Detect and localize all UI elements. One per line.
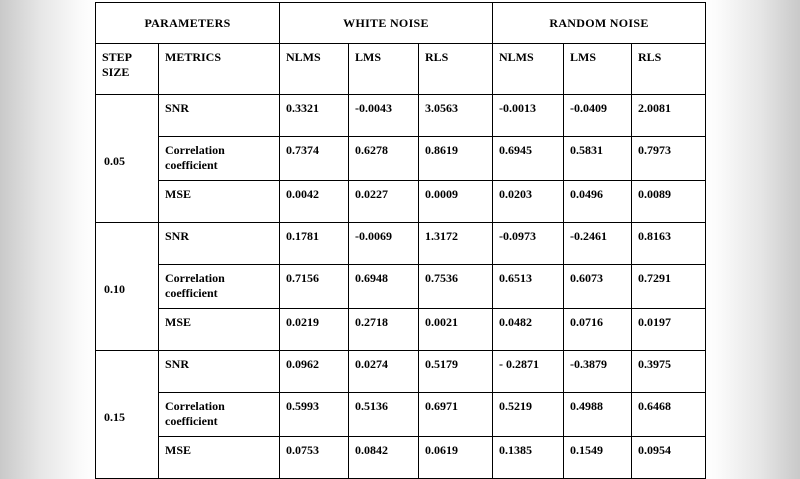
value-cell: 0.0482: [493, 309, 564, 351]
value-cell: 0.6278: [349, 137, 419, 181]
value-cell: 0.5136: [349, 393, 419, 437]
value-cell: -0.0069: [349, 223, 419, 265]
value-cell: 0.0227: [349, 181, 419, 223]
metrics-header: METRICS: [159, 44, 280, 95]
value-cell: 0.0842: [349, 437, 419, 479]
metric-cell: Correlation coefficient: [159, 137, 280, 181]
value-cell: 0.1781: [280, 223, 349, 265]
white-nlms-header: NLMS: [280, 44, 349, 95]
random-lms-header: LMS: [564, 44, 632, 95]
value-cell: -0.0013: [493, 95, 564, 137]
white-rls-header: RLS: [419, 44, 493, 95]
metric-cell: Correlation coefficient: [159, 265, 280, 309]
value-cell: 0.0021: [419, 309, 493, 351]
value-cell: 2.0081: [632, 95, 706, 137]
value-cell: 0.0962: [280, 351, 349, 393]
value-cell: 0.4988: [564, 393, 632, 437]
results-table: [95, 2, 706, 479]
value-cell: 0.5179: [419, 351, 493, 393]
value-cell: -0.0043: [349, 95, 419, 137]
step-size-cell: 0.10: [96, 223, 159, 351]
white-noise-header: WHITE NOISE: [280, 3, 493, 44]
value-cell: -0.3879: [564, 351, 632, 393]
value-cell: 0.0274: [349, 351, 419, 393]
value-cell: 0.5831: [564, 137, 632, 181]
value-cell: 0.0197: [632, 309, 706, 351]
value-cell: 0.0954: [632, 437, 706, 479]
value-cell: 0.0009: [419, 181, 493, 223]
step-size-cell: 0.05: [96, 95, 159, 223]
value-cell: 0.6948: [349, 265, 419, 309]
value-cell: 0.7536: [419, 265, 493, 309]
value-cell: 0.0496: [564, 181, 632, 223]
table-row: [96, 223, 706, 265]
metric-cell: MSE: [159, 309, 280, 351]
metric-cell: SNR: [159, 223, 280, 265]
metric-cell: SNR: [159, 351, 280, 393]
metric-cell: Correlation coefficient: [159, 393, 280, 437]
metric-cell: MSE: [159, 437, 280, 479]
table-row: [96, 137, 706, 181]
value-cell: 0.0619: [419, 437, 493, 479]
table-row: [96, 309, 706, 351]
value-cell: 0.6468: [632, 393, 706, 437]
table-row: [96, 95, 706, 137]
value-cell: 0.0716: [564, 309, 632, 351]
subheader-row: [96, 44, 706, 95]
value-cell: 3.0563: [419, 95, 493, 137]
value-cell: 0.0042: [280, 181, 349, 223]
value-cell: 0.7973: [632, 137, 706, 181]
random-rls-header: RLS: [632, 44, 706, 95]
parameters-header: PARAMETERS: [96, 3, 280, 44]
document-page: [94, 0, 708, 457]
header-row: [96, 3, 706, 44]
value-cell: 0.0089: [632, 181, 706, 223]
table-row: [96, 181, 706, 223]
white-lms-header: LMS: [349, 44, 419, 95]
table-row: [96, 437, 706, 479]
value-cell: 0.7374: [280, 137, 349, 181]
value-cell: - 0.2871: [493, 351, 564, 393]
value-cell: 0.6971: [419, 393, 493, 437]
value-cell: 0.3321: [280, 95, 349, 137]
value-cell: 0.2718: [349, 309, 419, 351]
random-noise-header: RANDOM NOISE: [493, 3, 706, 44]
value-cell: 0.0753: [280, 437, 349, 479]
value-cell: 0.7291: [632, 265, 706, 309]
value-cell: 0.0219: [280, 309, 349, 351]
value-cell: 0.1385: [493, 437, 564, 479]
value-cell: 0.1549: [564, 437, 632, 479]
random-nlms-header: NLMS: [493, 44, 564, 95]
value-cell: -0.2461: [564, 223, 632, 265]
table-row: [96, 265, 706, 309]
metric-cell: MSE: [159, 181, 280, 223]
table-row: [96, 393, 706, 437]
value-cell: 0.6073: [564, 265, 632, 309]
value-cell: 0.5993: [280, 393, 349, 437]
value-cell: 1.3172: [419, 223, 493, 265]
value-cell: 0.3975: [632, 351, 706, 393]
value-cell: 0.8619: [419, 137, 493, 181]
value-cell: 0.7156: [280, 265, 349, 309]
metric-cell: SNR: [159, 95, 280, 137]
value-cell: 0.5219: [493, 393, 564, 437]
value-cell: -0.0973: [493, 223, 564, 265]
value-cell: 0.0203: [493, 181, 564, 223]
step-size-cell: 0.15: [96, 351, 159, 479]
value-cell: -0.0409: [564, 95, 632, 137]
value-cell: 0.6945: [493, 137, 564, 181]
value-cell: 0.6513: [493, 265, 564, 309]
step-size-header: STEP SIZE: [96, 44, 159, 95]
value-cell: 0.8163: [632, 223, 706, 265]
table-row: [96, 351, 706, 393]
